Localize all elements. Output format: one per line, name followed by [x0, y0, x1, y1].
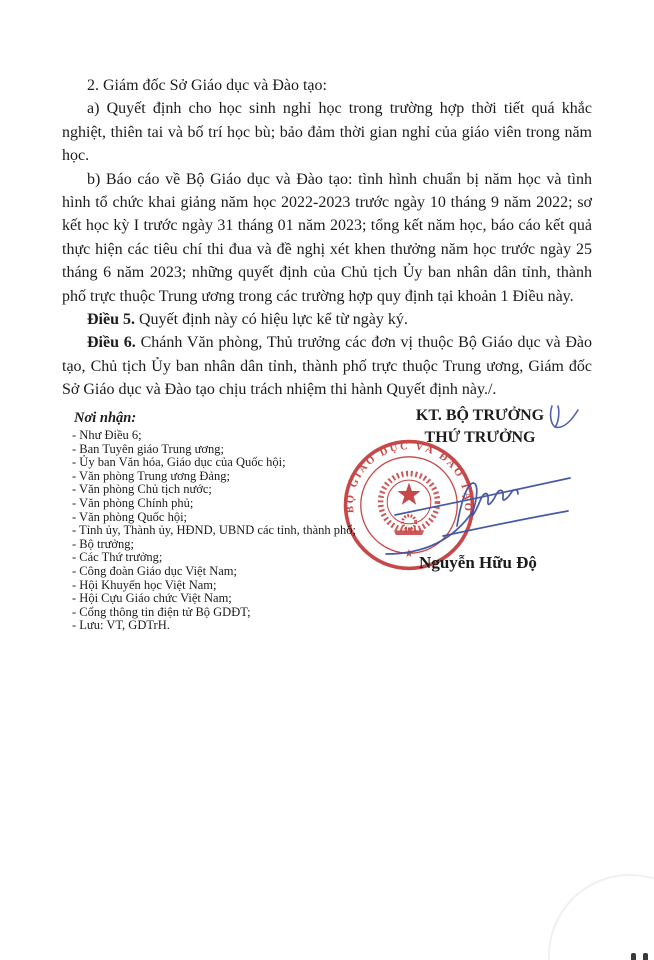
page-corner-artifact [548, 874, 654, 960]
article-5-text: Quyết định này có hiệu lực kể từ ngày ký. [135, 311, 408, 329]
recipient-item: - Lưu: VT, GDTrH. [72, 618, 170, 633]
recipient-item: - Ủy ban Văn hóa, Giáo dục của Quốc hội; [72, 455, 286, 470]
section-2-heading: 2. Giám đốc Sở Giáo dục và Đào tạo: [87, 77, 327, 94]
document-body [62, 74, 592, 402]
article-6 [62, 331, 592, 401]
recipient-item: - Như Điều 6; [72, 428, 142, 442]
recipient-item: - Ban Tuyên giáo Trung ương; [72, 441, 224, 456]
recipient-item: - Công đoàn Giáo dục Việt Nam; [72, 563, 237, 578]
seal-bottom-star: ★ [403, 547, 415, 560]
article-6-text: Chánh Văn phòng, Thủ trưởng các đơn vị thuộc Bộ Giáo dục và Đào tạo, Chủ tịch Ủy ban nhân dân tỉnh, thành phố trực thuộc Trung ương, Giám đốc Sở Giáo dục và Đào tạo chịu trách nhiệm thi hành Quyết định này./. [62, 334, 593, 399]
recipient-item: - Văn phòng Chủ tịch nước; [72, 482, 212, 497]
recipients-list [72, 429, 372, 633]
article-5 [62, 308, 592, 331]
recipient-item: - Cổng thông tin điện tử Bộ GDĐT; [72, 604, 251, 619]
article-5-label: Điều 5. [87, 311, 135, 329]
recipients-block [72, 410, 372, 633]
paragraph-item-b: b) Báo cáo về Bộ Giáo dục và Đào tạo: tình hình chuẩn bị năm học và tình hình tổ chức khai giảng năm học 2022-2023 trước ngày 10 tháng 9 năm 2022; sơ kết học kỳ I trước ngày 31 tháng 01 năm 2023; tổng kết năm học, báo cáo kết quả thực hiện các tiêu chí thi đua và đề nghị xét khen thưởng năm học trước ngày 25 tháng 6 năm 2023; những quyết định của Chủ tịch Ủy ban nhân dân tỉnh, thành phố trực thuộc Trung ương trong các trường hợp quy định tại khoản 1 Điều này. [62, 170, 592, 305]
recipient-item: - Hội Khuyến học Việt Nam; [72, 577, 217, 592]
recipient-item: - Hội Cựu Giáo chức Việt Nam; [72, 591, 232, 606]
signer-name: Nguyễn Hữu Độ [419, 553, 537, 572]
recipient-item: - Văn phòng Quốc hội; [72, 509, 188, 524]
paragraph-item-a: a) Quyết định cho học sinh nghỉ học trong trường hợp thời tiết quá khắc nghiệt, thiên tai và bố trí học bù; bảo đảm thời gian nghỉ của giáo viên trong năm học. [62, 100, 592, 165]
seal-text: BỘ GIÁO DỤC VÀ ĐÀO TẠO [345, 440, 474, 514]
signature-authority-line: KT. BỘ TRƯỞNG [415, 407, 545, 424]
recipients-heading: Nơi nhận: [74, 410, 137, 426]
recipient-item: - Văn phòng Chính phủ; [72, 495, 194, 510]
page-edge-mark [643, 953, 648, 960]
article-6-label: Điều 6. [87, 334, 136, 352]
recipient-item: - Văn phòng Trung ương Đảng; [72, 468, 230, 483]
recipient-item: - Các Thứ trưởng; [72, 550, 163, 565]
page-edge-mark [631, 953, 636, 960]
ink-initials-mark [543, 400, 587, 436]
recipient-item: - Bộ trưởng; [72, 536, 134, 551]
recipient-item: - Tỉnh ủy, Thành ủy, HĐND, UBND các tỉnh, thành phố; [72, 523, 356, 538]
signature-title-line: THỨ TRƯỞNG [424, 428, 536, 446]
